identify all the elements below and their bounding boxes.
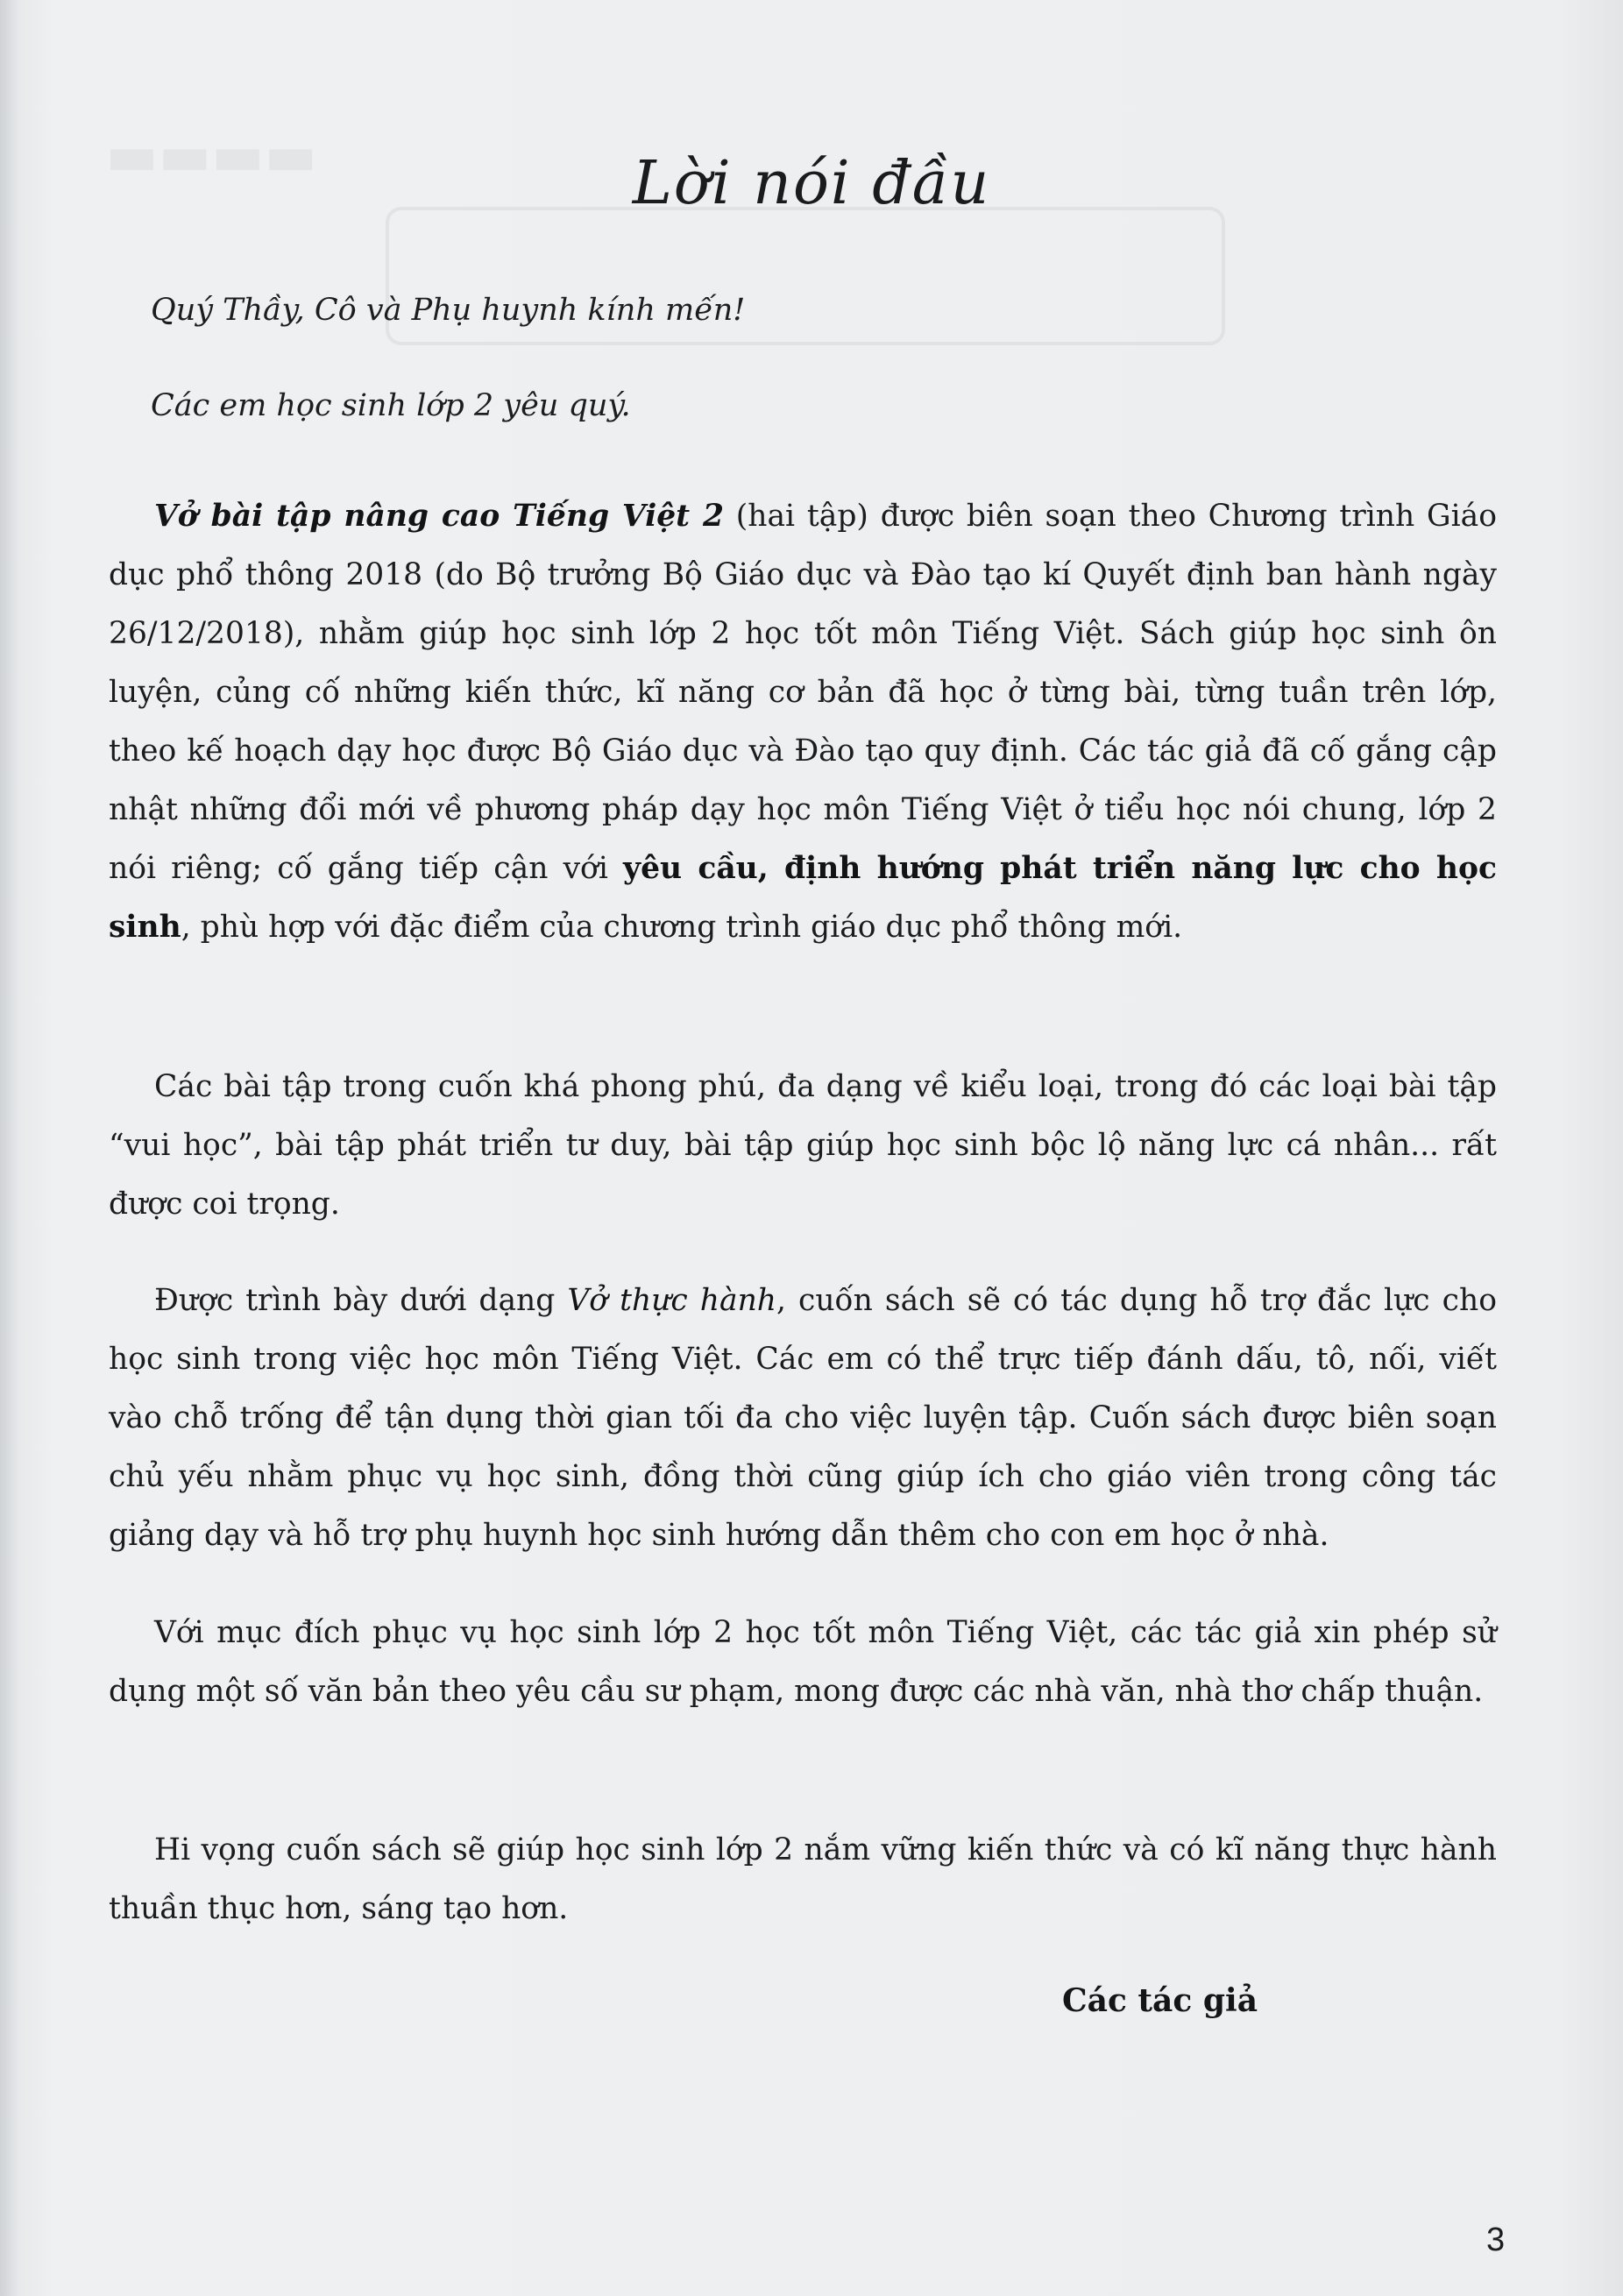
paragraph-intro-emphasis: yêu cầu, định hướng phát triển năng lực cho học sinh xyxy=(109,851,1497,945)
paragraph-purpose: Với mục đích phục vụ học sinh lớp 2 học tốt môn Tiếng Việt, các tác giả xin phép sử dụng một số văn bản theo yêu cầu sư phạm, mong được các nhà văn, nhà thơ chấp thuận. xyxy=(109,1615,1497,1709)
paragraph-format-italic: Vở thực hành xyxy=(567,1283,777,1318)
page-title: Lời nói đầu xyxy=(632,149,991,218)
greeting-students: Các em học sinh lớp 2 yêu quý. xyxy=(151,388,631,423)
paragraph-intro-text-b: , phù hợp với đặc điểm của chương trình giáo dục phổ thông mới. xyxy=(181,910,1183,945)
greeting-teachers-parents: Quý Thầy, Cô và Phụ huynh kính mến! xyxy=(151,293,746,328)
paragraph-format xyxy=(109,1272,1497,1565)
paragraph-hope: Hi vọng cuốn sách sẽ giúp học sinh lớp 2 nắm vững kiến thức và có kĩ năng thực hành thuần thục hơn, sáng tạo hơn. xyxy=(109,1832,1497,1926)
bleed-through-heading: ▬▬▬▬ xyxy=(105,123,317,188)
book-title: Vở bài tập nâng cao Tiếng Việt 2 xyxy=(154,499,724,534)
paragraph-format-text-b: , cuốn sách sẽ có tác dụng hỗ trợ đắc lực cho học sinh trong việc học môn Tiếng Việt. Các em có thể trực tiếp đánh dấu, tô, nối, viết vào chỗ trống để tận dụng thời gian tối đa cho việc luyện tập. Cuốn sách được biên soạn chủ yếu nhằm phục vụ học sinh, đồng thời cũng giúp ích cho giáo viên trong công tác giảng dạy và hỗ trợ phụ huynh học sinh hướng dẫn thêm cho con em học ở nhà. xyxy=(109,1283,1497,1553)
paragraph-intro xyxy=(109,487,1497,957)
signature: Các tác giả xyxy=(1062,1982,1258,2019)
paragraph-intro-text-a: (hai tập) được biên soạn theo Chương trình Giáo dục phổ thông 2018 (do Bộ trưởng Bộ Giáo dục và Đào tạo kí Quyết định ban hành ngày 26/12/2018), nhằm giúp học sinh lớp 2 học tốt môn Tiếng Việt. Sách giúp học sinh ôn luyện, củng cố những kiến thức, kĩ năng cơ bản đã học ở từng bài, từng tuần trên lớp, theo kế hoạch dạy học được Bộ Giáo dục và Đào tạo quy định. Các tác giả đã cố gắng cập nhật những đổi mới về phương pháp dạy học môn Tiếng Việt ở tiểu học nói chung, lớp 2 nói riêng; cố gắng tiếp cận với xyxy=(109,499,1497,886)
paragraph-exercises: Các bài tập trong cuốn khá phong phú, đa dạng về kiểu loại, trong đó các loại bài tập “vui học”, bài tập phát triển tư duy, bài tập giúp học sinh bộc lộ năng lực cá nhân... rất được coi trọng. xyxy=(109,1069,1497,1222)
paragraph-format-text-a: Được trình bày dưới dạng xyxy=(154,1283,568,1318)
page-number: 3 xyxy=(1486,2222,1506,2258)
